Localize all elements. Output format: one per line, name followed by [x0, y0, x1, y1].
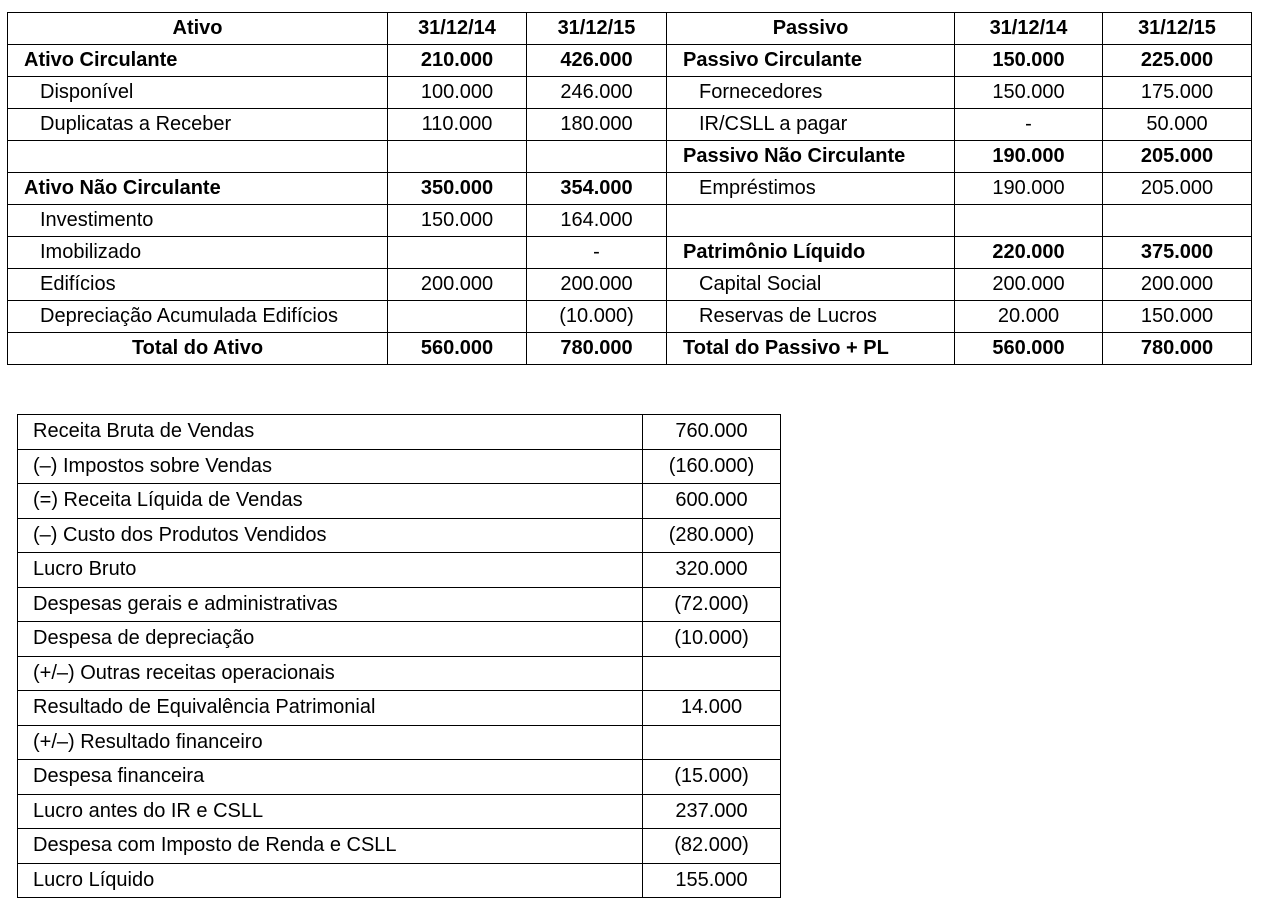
income-row — [18, 760, 781, 795]
balance-row — [8, 141, 1252, 173]
passivo-2015-value: 205.000 — [1103, 173, 1252, 205]
income-label: (+/–) Resultado financeiro — [18, 725, 643, 760]
ativo-label: Ativo Não Circulante — [8, 173, 388, 205]
passivo-2014-value: 190.000 — [955, 173, 1103, 205]
income-row — [18, 518, 781, 553]
passivo-2014-value: 200.000 — [955, 269, 1103, 301]
income-value: (82.000) — [643, 829, 781, 864]
balance-row — [8, 77, 1252, 109]
income-row — [18, 484, 781, 519]
passivo-2014-value: - — [955, 109, 1103, 141]
income-row — [18, 449, 781, 484]
passivo-2015-value — [1103, 205, 1252, 237]
balance-row — [8, 333, 1252, 365]
income-row — [18, 415, 781, 450]
ativo-2015-value — [527, 141, 667, 173]
header-ativo: Ativo — [8, 13, 388, 45]
passivo-label: Empréstimos — [667, 173, 955, 205]
ativo-label: Investimento — [8, 205, 388, 237]
passivo-label: Fornecedores — [667, 77, 955, 109]
ativo-2015-value: 246.000 — [527, 77, 667, 109]
balance-row — [8, 173, 1252, 205]
income-value: (160.000) — [643, 449, 781, 484]
ativo-2015-value: 164.000 — [527, 205, 667, 237]
header-passivo-2015: 31/12/15 — [1103, 13, 1252, 45]
passivo-2015-value: 780.000 — [1103, 333, 1252, 365]
income-label: Lucro antes do IR e CSLL — [18, 794, 643, 829]
income-row — [18, 587, 781, 622]
ativo-2015-value: 426.000 — [527, 45, 667, 77]
ativo-label — [8, 141, 388, 173]
ativo-2015-value: 354.000 — [527, 173, 667, 205]
ativo-2015-value: 200.000 — [527, 269, 667, 301]
ativo-label: Edifícios — [8, 269, 388, 301]
income-row — [18, 794, 781, 829]
passivo-2014-value: 150.000 — [955, 45, 1103, 77]
income-label: Despesas gerais e administrativas — [18, 587, 643, 622]
passivo-2014-value — [955, 205, 1103, 237]
income-label: Receita Bruta de Vendas — [18, 415, 643, 450]
ativo-2014-value: 200.000 — [388, 269, 527, 301]
ativo-2014-value: 560.000 — [388, 333, 527, 365]
passivo-label: Patrimônio Líquido — [667, 237, 955, 269]
income-label: Lucro Líquido — [18, 863, 643, 898]
income-row — [18, 656, 781, 691]
balance-row — [8, 269, 1252, 301]
ativo-2015-value: - — [527, 237, 667, 269]
income-row — [18, 725, 781, 760]
ativo-label: Duplicatas a Receber — [8, 109, 388, 141]
ativo-2014-value — [388, 237, 527, 269]
income-value: 155.000 — [643, 863, 781, 898]
ativo-2015-value: 780.000 — [527, 333, 667, 365]
ativo-label: Imobilizado — [8, 237, 388, 269]
ativo-2014-value: 210.000 — [388, 45, 527, 77]
income-label: (+/–) Outras receitas operacionais — [18, 656, 643, 691]
ativo-2014-value: 350.000 — [388, 173, 527, 205]
income-label: Lucro Bruto — [18, 553, 643, 588]
income-value: 14.000 — [643, 691, 781, 726]
income-row — [18, 622, 781, 657]
passivo-2014-value: 190.000 — [955, 141, 1103, 173]
ativo-2014-value: 110.000 — [388, 109, 527, 141]
income-value: 600.000 — [643, 484, 781, 519]
income-row — [18, 829, 781, 864]
passivo-label: Total do Passivo + PL — [667, 333, 955, 365]
passivo-2015-value: 175.000 — [1103, 77, 1252, 109]
income-value: (10.000) — [643, 622, 781, 657]
income-value: 237.000 — [643, 794, 781, 829]
passivo-2015-value: 200.000 — [1103, 269, 1252, 301]
balance-row — [8, 237, 1252, 269]
balance-row — [8, 205, 1252, 237]
income-label: (–) Custo dos Produtos Vendidos — [18, 518, 643, 553]
ativo-label: Ativo Circulante — [8, 45, 388, 77]
balance-sheet-table — [7, 12, 1252, 365]
income-label: (–) Impostos sobre Vendas — [18, 449, 643, 484]
passivo-label: IR/CSLL a pagar — [667, 109, 955, 141]
income-value: (15.000) — [643, 760, 781, 795]
passivo-2015-value: 375.000 — [1103, 237, 1252, 269]
ativo-2014-value — [388, 141, 527, 173]
passivo-2014-value: 150.000 — [955, 77, 1103, 109]
balance-row — [8, 45, 1252, 77]
income-row — [18, 691, 781, 726]
ativo-2014-value — [388, 301, 527, 333]
income-row — [18, 553, 781, 588]
balance-header-row — [8, 13, 1252, 45]
income-value: (280.000) — [643, 518, 781, 553]
balance-row — [8, 301, 1252, 333]
passivo-2015-value: 50.000 — [1103, 109, 1252, 141]
passivo-label: Reservas de Lucros — [667, 301, 955, 333]
passivo-2014-value: 220.000 — [955, 237, 1103, 269]
passivo-2015-value: 225.000 — [1103, 45, 1252, 77]
passivo-2014-value: 560.000 — [955, 333, 1103, 365]
header-passivo: Passivo — [667, 13, 955, 45]
header-ativo-2014: 31/12/14 — [388, 13, 527, 45]
ativo-2015-value: (10.000) — [527, 301, 667, 333]
header-ativo-2015: 31/12/15 — [527, 13, 667, 45]
income-value — [643, 656, 781, 691]
passivo-label: Capital Social — [667, 269, 955, 301]
passivo-2015-value: 150.000 — [1103, 301, 1252, 333]
ativo-2014-value: 150.000 — [388, 205, 527, 237]
passivo-2014-value: 20.000 — [955, 301, 1103, 333]
passivo-label: Passivo Não Circulante — [667, 141, 955, 173]
passivo-label — [667, 205, 955, 237]
income-label: Despesa com Imposto de Renda e CSLL — [18, 829, 643, 864]
income-label: Despesa de depreciação — [18, 622, 643, 657]
income-label: (=) Receita Líquida de Vendas — [18, 484, 643, 519]
passivo-label: Passivo Circulante — [667, 45, 955, 77]
ativo-2014-value: 100.000 — [388, 77, 527, 109]
income-label: Despesa financeira — [18, 760, 643, 795]
income-value: 320.000 — [643, 553, 781, 588]
ativo-2015-value: 180.000 — [527, 109, 667, 141]
income-row — [18, 863, 781, 898]
ativo-label: Depreciação Acumulada Edifícios — [8, 301, 388, 333]
ativo-label: Total do Ativo — [8, 333, 388, 365]
income-value: (72.000) — [643, 587, 781, 622]
income-value — [643, 725, 781, 760]
income-statement-table — [17, 414, 781, 898]
income-value: 760.000 — [643, 415, 781, 450]
ativo-label: Disponível — [8, 77, 388, 109]
header-passivo-2014: 31/12/14 — [955, 13, 1103, 45]
balance-row — [8, 109, 1252, 141]
income-label: Resultado de Equivalência Patrimonial — [18, 691, 643, 726]
passivo-2015-value: 205.000 — [1103, 141, 1252, 173]
